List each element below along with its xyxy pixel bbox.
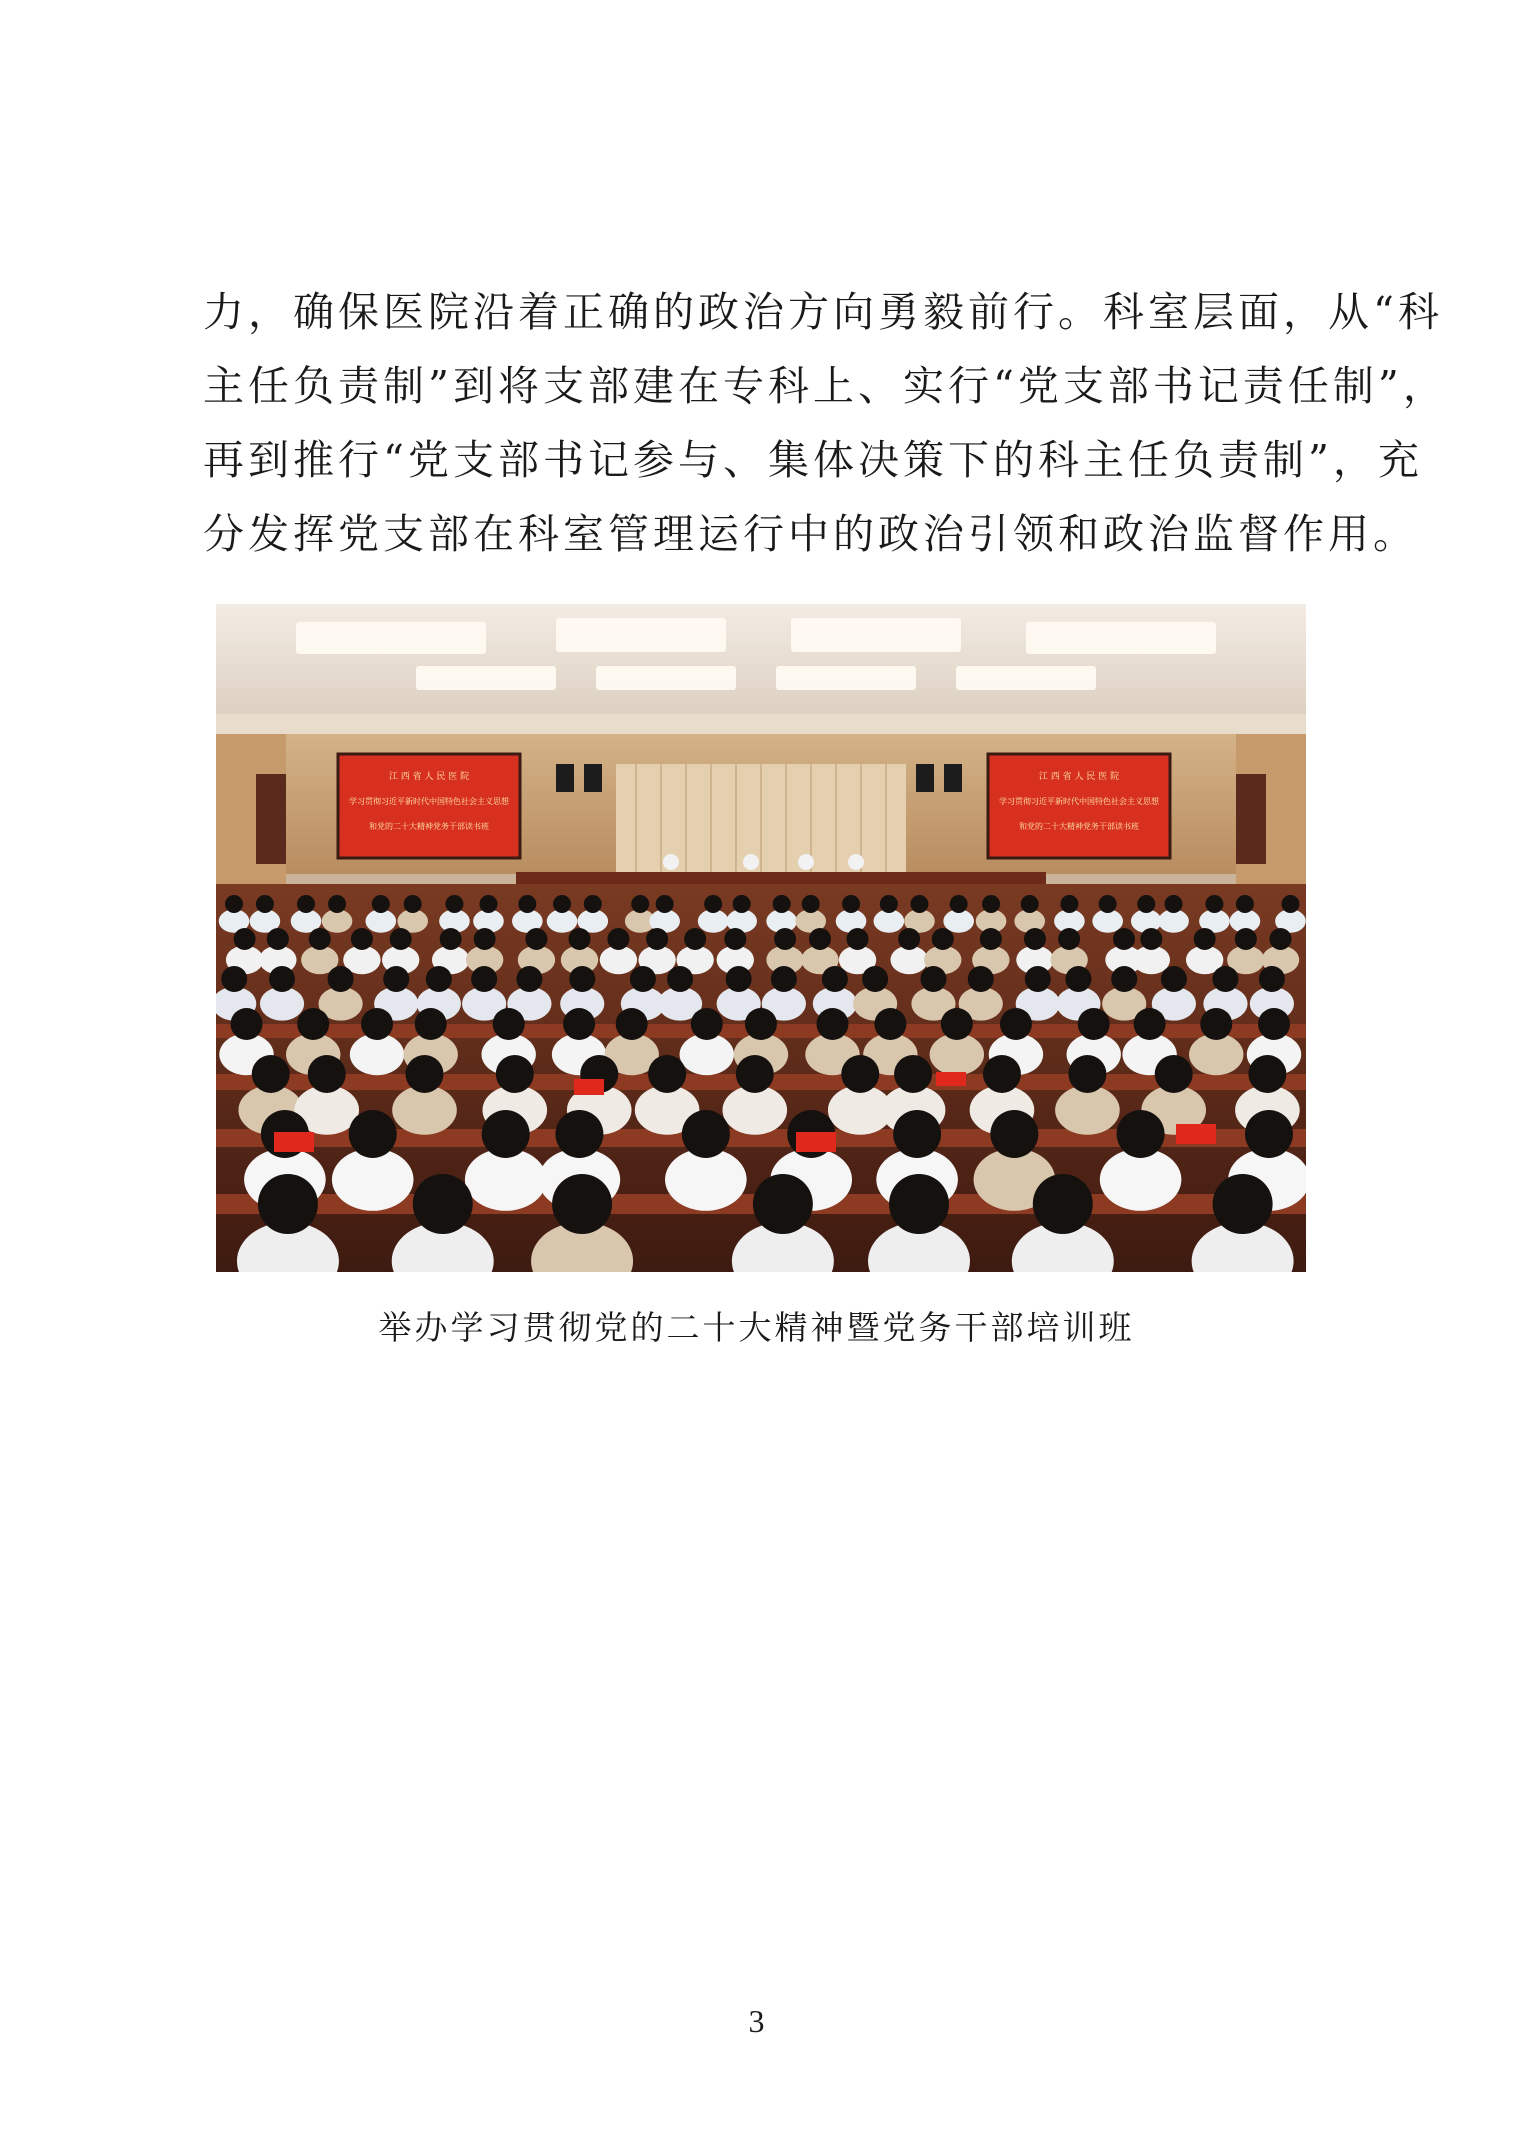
- audience-head: [1025, 966, 1051, 992]
- photo-caption: 举办学习贯彻党的二十大精神暨党务干部培训班: [378, 1308, 1135, 1347]
- audience-head: [842, 895, 860, 913]
- audience-head: [328, 966, 354, 992]
- audience-head: [802, 895, 820, 913]
- page-number: 3: [748, 2003, 765, 2039]
- audience-head: [1024, 928, 1046, 950]
- audience-head: [1235, 928, 1257, 950]
- audience-head: [1205, 895, 1223, 913]
- audience-head: [383, 966, 409, 992]
- audience-head: [372, 895, 390, 913]
- audience-head: [950, 895, 968, 913]
- audience-head: [297, 1008, 329, 1040]
- screen-text: 江 西 省 人 民 医 院: [388, 772, 470, 782]
- audience-head: [894, 1055, 932, 1093]
- audience-head: [733, 895, 751, 913]
- audience-head: [1111, 966, 1137, 992]
- audience-head: [445, 895, 463, 913]
- audience-head: [753, 1174, 813, 1234]
- audience-head: [736, 1055, 774, 1093]
- audience-head: [1060, 895, 1078, 913]
- audience-head: [648, 1055, 686, 1093]
- audience-head: [269, 966, 295, 992]
- audience-head: [990, 1110, 1038, 1158]
- audience-head: [1236, 895, 1254, 913]
- audience-head: [234, 928, 256, 950]
- audience-head: [471, 966, 497, 992]
- audience-head: [552, 1174, 612, 1234]
- paragraph-line: 力，确保医院沿着正确的政治方向勇毅前行。科室层面，从“科: [203, 288, 1443, 336]
- audience-head: [1140, 928, 1162, 950]
- screen-text: 和党的二十大精神党务干部读书班: [369, 822, 489, 831]
- audience-head: [724, 928, 746, 950]
- audience-head: [516, 966, 542, 992]
- audience-head: [920, 966, 946, 992]
- audience-head: [941, 1008, 973, 1040]
- audience-head: [1155, 1055, 1193, 1093]
- audience-head: [630, 966, 656, 992]
- audience-head: [631, 895, 649, 913]
- audience-head: [518, 895, 536, 913]
- audience-head: [225, 895, 243, 913]
- audience-head: [889, 1174, 949, 1234]
- audience-head: [351, 928, 373, 950]
- audience-head: [1200, 1008, 1232, 1040]
- audience-head: [309, 928, 331, 950]
- audience-head: [563, 1008, 595, 1040]
- audience-head: [1021, 895, 1039, 913]
- audience-head: [482, 1110, 530, 1158]
- screen-text: 江 西 省 人 民 医 院: [1038, 772, 1120, 782]
- audience-head: [525, 928, 547, 950]
- audience-head: [555, 1110, 603, 1158]
- paragraph-line: 分发挥党支部在科室管理运行中的政治引领和政治监督作用。: [203, 510, 1418, 558]
- audience-head: [771, 966, 797, 992]
- audience-head: [252, 1055, 290, 1093]
- audience-head: [496, 1055, 534, 1093]
- audience-head: [1099, 895, 1117, 913]
- audience-head: [982, 895, 1000, 913]
- paragraph-line: 主任负责制”到将支部建在专科上、实行“党支部书记责任制”，: [203, 362, 1448, 410]
- screen-text: 学习贯彻习近平新时代中国特色社会主义思想: [999, 797, 1159, 806]
- audience-head: [308, 1055, 346, 1093]
- audience-head: [616, 1008, 648, 1040]
- audience-head: [221, 966, 247, 992]
- audience-head: [1134, 1008, 1166, 1040]
- screen-text: 学习贯彻习近平新时代中国特色社会主义思想: [349, 797, 509, 806]
- audience-head: [258, 1174, 318, 1234]
- audience-head: [874, 1008, 906, 1040]
- audience-head: [809, 928, 831, 950]
- audience-head: [349, 1110, 397, 1158]
- audience-head: [1161, 966, 1187, 992]
- audience-head: [231, 1008, 263, 1040]
- audience-head: [774, 928, 796, 950]
- audience-head: [847, 928, 869, 950]
- audience-head: [1213, 1174, 1273, 1234]
- audience-head: [646, 928, 668, 950]
- audience-head: [553, 895, 571, 913]
- audience-head: [569, 928, 591, 950]
- audience-head: [426, 966, 452, 992]
- audience-head: [404, 895, 422, 913]
- audience-head: [1113, 928, 1135, 950]
- audience-head: [1258, 1008, 1290, 1040]
- audience-head: [910, 895, 928, 913]
- audience-head: [607, 928, 629, 950]
- audience-head: [1058, 928, 1080, 950]
- audience-head: [415, 1008, 447, 1040]
- audience-head: [1065, 966, 1091, 992]
- audience-head: [932, 928, 954, 950]
- audience-head: [1033, 1174, 1093, 1234]
- audience-head: [1137, 895, 1155, 913]
- audience-head: [1117, 1110, 1165, 1158]
- audience-head: [880, 895, 898, 913]
- paragraph-line: 再到推行“党支部书记参与、集体决策下的科主任负责制”，充: [203, 436, 1423, 484]
- audience-head: [841, 1055, 879, 1093]
- audience-head: [474, 928, 496, 950]
- audience-head: [980, 928, 1002, 950]
- audience-head: [684, 928, 706, 950]
- audience-head: [893, 1110, 941, 1158]
- meeting-photo: [216, 604, 1306, 1272]
- screen-text: 和党的二十大精神党务干部读书班: [1019, 822, 1139, 831]
- audience-head: [822, 966, 848, 992]
- right-screen: [988, 754, 1170, 858]
- audience-head: [1000, 1008, 1032, 1040]
- audience-head: [816, 1008, 848, 1040]
- audience-head: [406, 1055, 444, 1093]
- audience-head: [682, 1110, 730, 1158]
- audience-head: [1068, 1055, 1106, 1093]
- audience-head: [584, 895, 602, 913]
- left-screen: [338, 754, 520, 858]
- audience-head: [493, 1008, 525, 1040]
- audience-head: [691, 1008, 723, 1040]
- audience-head: [745, 1008, 777, 1040]
- audience-head: [1245, 1110, 1293, 1158]
- audience-head: [968, 966, 994, 992]
- audience-head: [667, 966, 693, 992]
- audience-head: [267, 928, 289, 950]
- audience-head: [479, 895, 497, 913]
- audience-head: [440, 928, 462, 950]
- audience-head: [1248, 1055, 1286, 1093]
- audience-head: [862, 966, 888, 992]
- audience-head: [297, 895, 315, 913]
- audience-head: [1194, 928, 1216, 950]
- audience-head: [390, 928, 412, 950]
- audience-head: [983, 1055, 1021, 1093]
- audience-head: [704, 895, 722, 913]
- audience-head: [726, 966, 752, 992]
- audience-head: [773, 895, 791, 913]
- audience-head: [1165, 895, 1183, 913]
- audience-head: [569, 966, 595, 992]
- audience-head: [1259, 966, 1285, 992]
- audience-head: [898, 928, 920, 950]
- audience-head: [656, 895, 674, 913]
- audience-head: [1078, 1008, 1110, 1040]
- audience-head: [413, 1174, 473, 1234]
- audience-head: [328, 895, 346, 913]
- audience-head: [1270, 928, 1292, 950]
- audience-head: [361, 1008, 393, 1040]
- audience-head: [1281, 895, 1299, 913]
- audience-head: [256, 895, 274, 913]
- audience-head: [1212, 966, 1238, 992]
